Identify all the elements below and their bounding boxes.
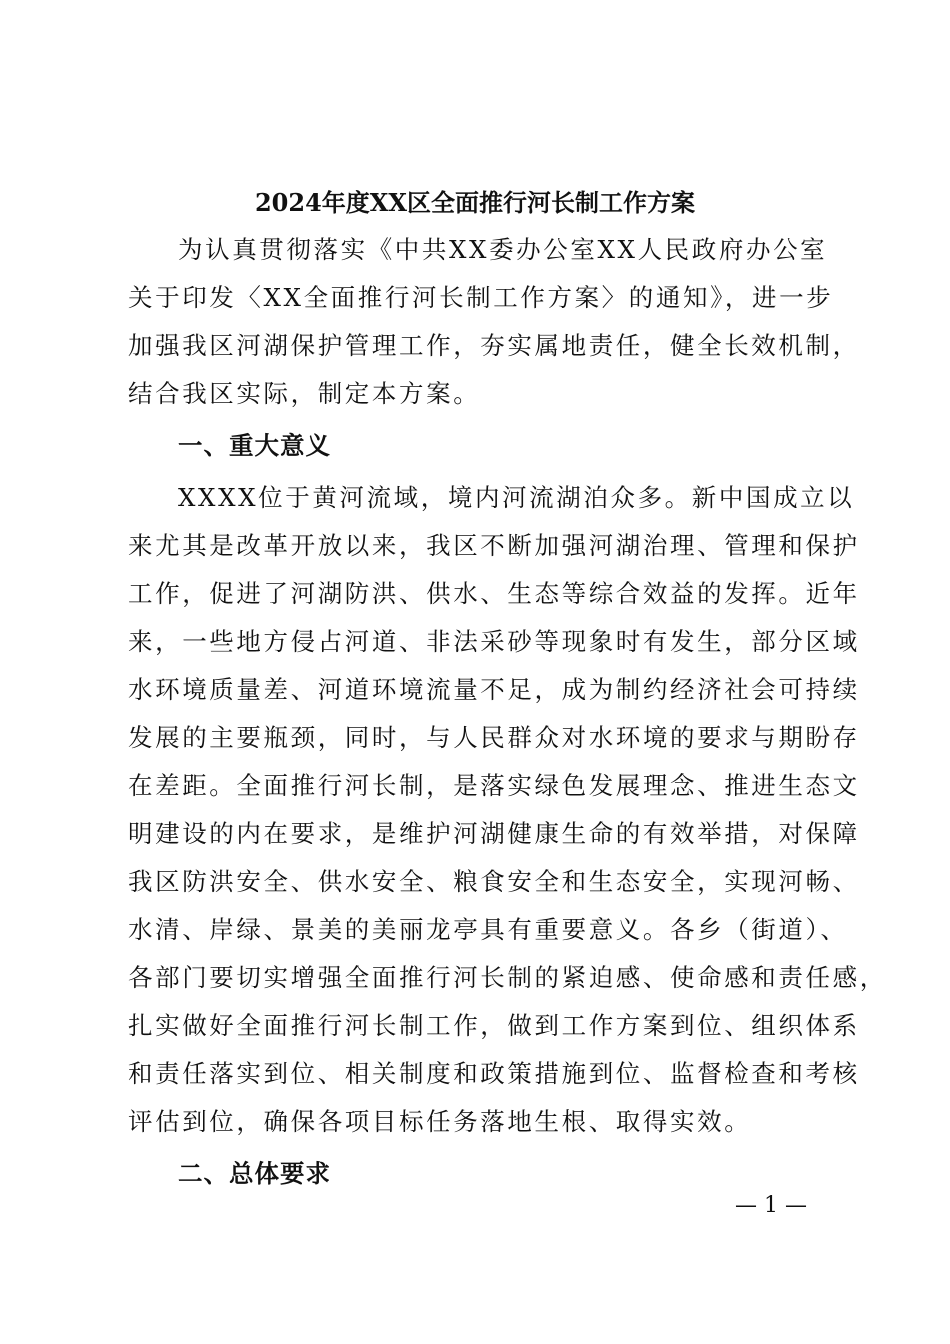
paragraph-line: 关于印发〈XX全面推行河长制工作方案〉的通知》，进一步 bbox=[128, 283, 834, 312]
section-heading: 二、总体要求 bbox=[178, 1159, 331, 1188]
paragraph-line: XXXX位于黄河流域，境内河流湖泊众多。新中国成立以 bbox=[178, 483, 855, 512]
paragraph-line: 水环境质量差、河道环境流量不足，成为制约经济社会可持续 bbox=[128, 675, 860, 704]
paragraph-line: 为认真贯彻落实《中共XX委办公室XX人民政府办公室 bbox=[178, 235, 828, 264]
paragraph-line: 扎实做好全面推行河长制工作，做到工作方案到位、组织体系 bbox=[128, 1011, 860, 1040]
paragraph-line: 来尤其是改革开放以来，我区不断加强河湖治理、管理和保护 bbox=[128, 531, 860, 560]
paragraph-line: 结合我区实际，制定本方案。 bbox=[128, 379, 481, 408]
paragraph-line: 各部门要切实增强全面推行河长制的紧迫感、使命感和责任感， bbox=[128, 963, 887, 992]
paragraph-line: 加强我区河湖保护管理工作，夯实属地责任，健全长效机制， bbox=[128, 331, 860, 360]
paragraph-line: 水清、岸绿、景美的美丽龙亭具有重要意义。各乡（街道）、 bbox=[128, 915, 848, 944]
paragraph-line: 评估到位，确保各项目标任务落地生根、取得实效。 bbox=[128, 1107, 752, 1136]
page-number: — 1 — bbox=[735, 1193, 807, 1218]
paragraph-line: 我区防洪安全、供水安全、粮食安全和生态安全，实现河畅、 bbox=[128, 867, 860, 896]
section-heading: 一、重大意义 bbox=[178, 431, 331, 460]
paragraph-line: 和责任落实到位、相关制度和政策措施到位、监督检查和考核 bbox=[128, 1059, 860, 1088]
paragraph-line: 工作，促进了河湖防洪、供水、生态等综合效益的发挥。近年 bbox=[128, 579, 860, 608]
document-body bbox=[128, 226, 887, 1198]
paragraph-line: 来，一些地方侵占河道、非法采砂等现象时有发生，部分区域 bbox=[128, 627, 860, 656]
paragraph-line: 在差距。全面推行河长制，是落实绿色发展理念、推进生态文 bbox=[128, 771, 860, 800]
paragraph-line: 明建设的内在要求，是维护河湖健康生命的有效举措，对保障 bbox=[128, 819, 860, 848]
paragraph-line: 发展的主要瓶颈，同时，与人民群众对水环境的要求与期盼存 bbox=[128, 723, 860, 752]
document-title: 2024年度XX区全面推行河长制工作方案 bbox=[254, 188, 696, 217]
